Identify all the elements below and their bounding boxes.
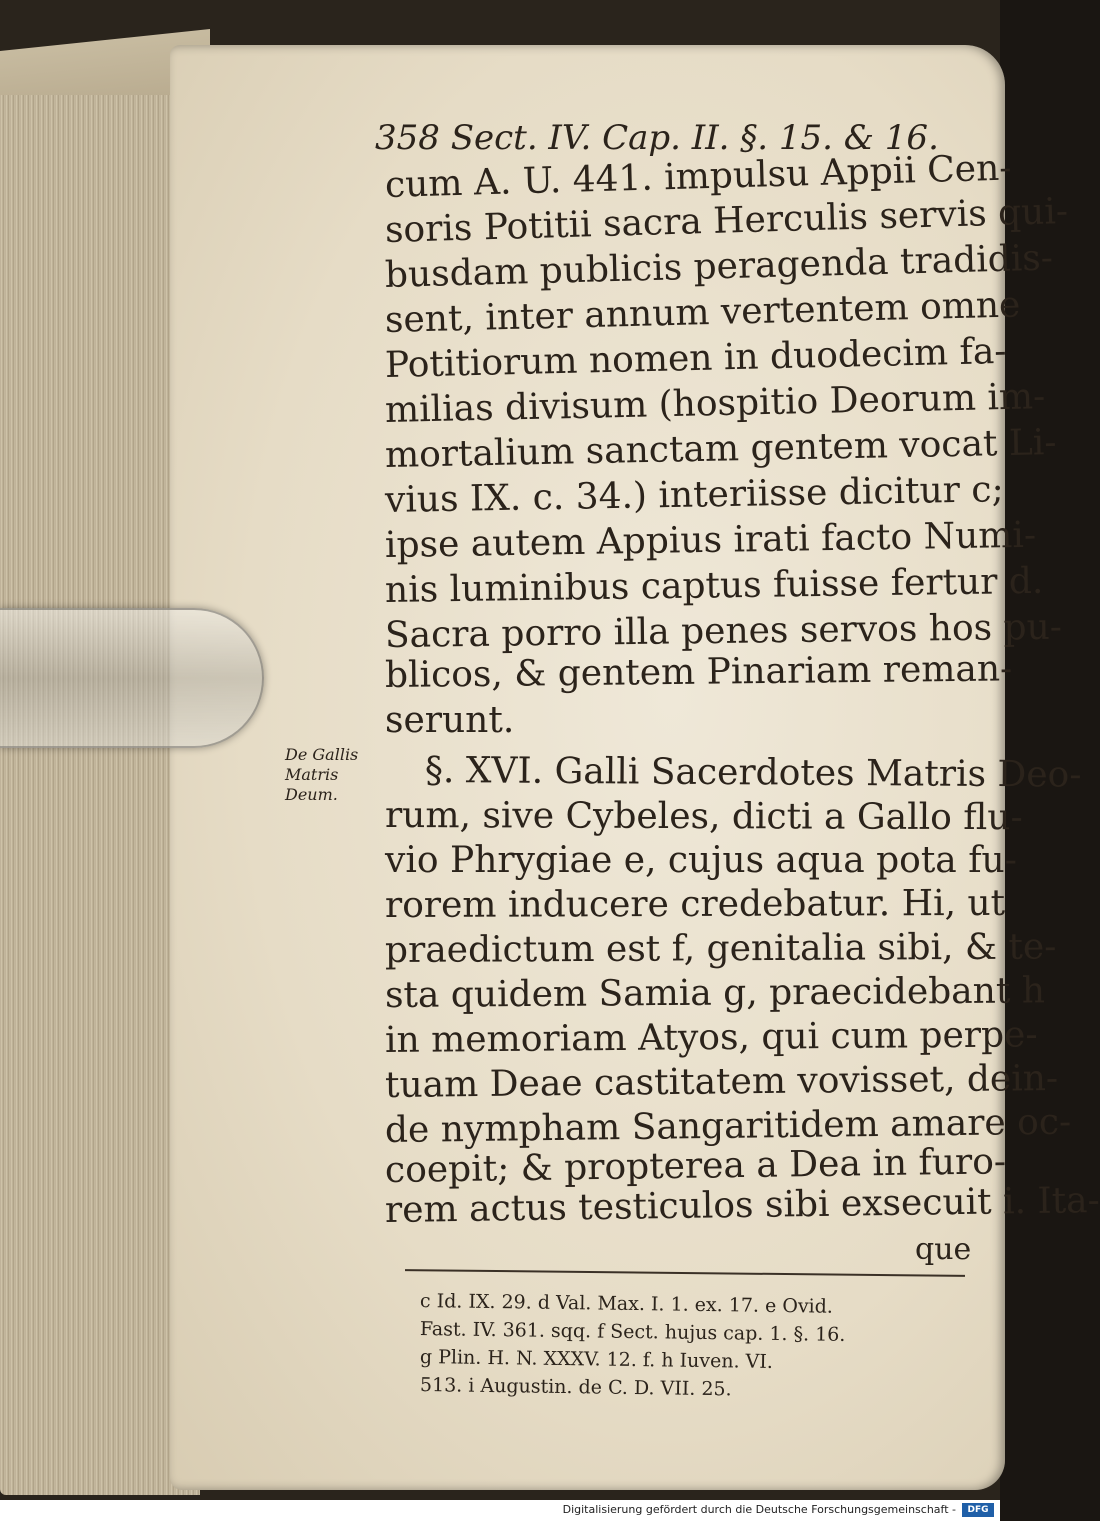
footer-credit: Digitalisierung gefördert durch die Deutsche Forschungsgemeinschaft - [562, 1503, 956, 1516]
text-line: serunt. [385, 700, 515, 741]
text-line: nis luminibus captus fuisse fertur d. [384, 560, 1044, 611]
text-line: in memoriam Atyos, qui cum perpe- [384, 1014, 1038, 1061]
marginal-note-line: Matris [285, 765, 339, 784]
marginal-note-line: De Gallis [285, 745, 359, 764]
text-line: milias divisum (hospitio Deorum im- [384, 376, 1046, 431]
text-line: de nympham Sangaritidem amare oc- [384, 1101, 1072, 1151]
footnote-line: g Plin. H. N. XXXV. 12. f. h Iuven. VI. [419, 1346, 774, 1373]
footnote-line: 513. i Augustin. de C. D. VII. 25. [419, 1374, 732, 1401]
text-line: vius IX. c. 34.) interiisse dicitur c; [384, 469, 1004, 521]
dfg-logo: DFG [962, 1503, 994, 1517]
text-line: soris Potitii sacra Herculis servis qui- [384, 190, 1069, 251]
text-line: vio Phrygiae e, cujus aqua pota fu- [385, 840, 1017, 881]
text-line: sent, inter annum vertentem omne [384, 284, 1021, 341]
footnote-line: c Id. IX. 29. d Val. Max. I. 1. ex. 17. e Ovid. [419, 1290, 834, 1318]
page-holder-clip [0, 608, 264, 748]
text-line: Potitiorum nomen in duodecim fa- [384, 330, 1007, 386]
text-line: rum, sive Cybeles, dicti a Gallo flu- [384, 795, 1023, 839]
text-line: coepit; & propterea a Dea in furo- [384, 1141, 1007, 1191]
catchword: que [915, 1232, 972, 1267]
text-line: ipse autem Appius irati facto Numi- [384, 514, 1037, 566]
text-line: Sacra porro illa penes servos hos pu- [384, 606, 1063, 656]
text-line: blicos, & gentem Pinariam reman- [384, 648, 1013, 696]
text-line: busdam publicis peragenda tradidis- [384, 237, 1054, 296]
text-line: praedictum est f, genitalia sibi, & te- [384, 926, 1057, 971]
text-line: sta quidem Samia g, praecidebant h [384, 970, 1046, 1016]
text-line: cum A. U. 441. impulsu Appii Cen- [384, 147, 1012, 206]
marginal-note-line: Deum. [285, 785, 338, 804]
text-line: tuam Deae castitatem vovisset, dein- [384, 1057, 1059, 1106]
footnote-line: Fast. IV. 361. sqq. f Sect. hujus cap. 1. §. 16. [419, 1318, 846, 1346]
running-head: 358 Sect. IV. Cap. II. §. 15. & 16. [375, 118, 939, 158]
section-start-line: §. XVI. Galli Sacerdotes Matris Deo- [424, 750, 1082, 796]
text-line: rorem inducere credebatur. Hi, ut [384, 882, 1006, 926]
text-line: rem actus testiculos sibi exsecuit i. Ita- [384, 1180, 1100, 1231]
footer-bar [0, 1500, 1000, 1521]
text-line: mortalium sanctam gentem vocat Li- [384, 422, 1057, 476]
